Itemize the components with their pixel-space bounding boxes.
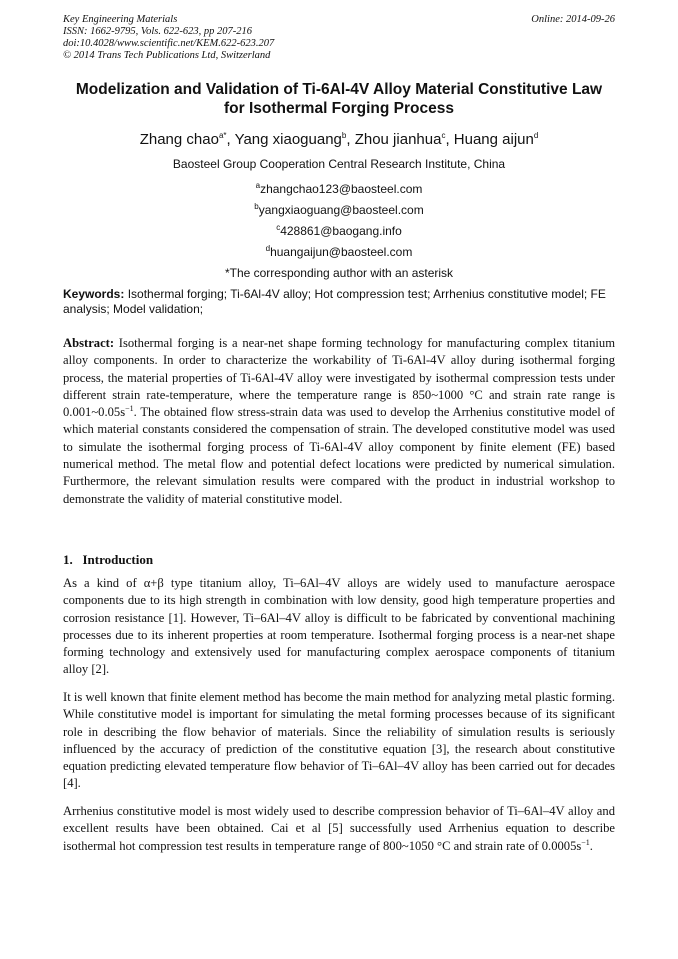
email-address: huangaijun@baosteel.com bbox=[270, 245, 413, 259]
author-sep: , bbox=[226, 131, 235, 148]
email-line bbox=[40, 200, 638, 221]
email-sup: c bbox=[276, 223, 281, 232]
author-sup: c bbox=[441, 131, 446, 140]
author-list bbox=[40, 131, 638, 149]
author-name: Yang xiaoguang bbox=[234, 131, 342, 148]
corresponding-note: *The corresponding author with an asterisk bbox=[224, 266, 454, 280]
affiliation: Baosteel Group Cooperation Central Research Institute, China bbox=[172, 157, 506, 171]
email-line bbox=[40, 179, 638, 200]
para3-sup: −1 bbox=[581, 837, 590, 847]
author-sep: , bbox=[445, 131, 454, 148]
paper-title bbox=[40, 80, 638, 118]
section-heading-introduction: 1. Introduction bbox=[63, 552, 154, 567]
title-line-2: for Isothermal Forging Process bbox=[224, 100, 454, 117]
author-name: Zhang chao bbox=[139, 131, 219, 148]
intro-paragraph-1: As a kind of α+β type titanium alloy, Ti–6Al–4V alloys are widely used to manufacture aerospace components due to its high strength in combination with low density, good high temperature properties and corrosion resistance [1]. However, Ti–6Al–4V alloy is difficult to be fabricated by conventional machining processes due to its inherent properties at room temperature. Isothermal forging process is a near-net shape forming technology and extensively used for manufacturing complex aerospace components of titanium alloy [2]. bbox=[63, 576, 615, 677]
author-sup: b bbox=[341, 131, 347, 140]
abstract bbox=[63, 335, 615, 508]
doi-line: doi:10.4028/www.scientific.net/KEM.622-623.207 bbox=[63, 38, 275, 49]
email-address: 428861@baogang.info bbox=[280, 224, 402, 238]
email-list bbox=[40, 179, 638, 284]
author-sup: d bbox=[533, 131, 539, 140]
email-sup: d bbox=[265, 244, 271, 253]
abstract-text: Isothermal forging is a near-net shape forming technology for manufacturing complex titanium alloy components. In order to characterize the workability of Ti-6Al-4V alloy during isothermal forging process, the material properties of Ti-6Al-4V alloy were investigated by isothermal compression tests under different strain rate-temperature, where the temperature range is 850~1000 °C and strain rate range is 0.001~0.05s bbox=[63, 336, 615, 420]
issn-line: ISSN: 1662-9795, Vols. 622-623, pp 207-216 bbox=[63, 26, 252, 37]
abstract-sup: −1 bbox=[125, 404, 134, 413]
email-line bbox=[40, 242, 638, 263]
title-line-1: Modelization and Validation of Ti-6Al-4V Alloy Material Constitutive Law bbox=[75, 81, 603, 98]
intro-paragraph-2: It is well known that finite element method has become the main method for analyzing metal plastic forming. While constitutive model is important for simulating the metal forming processes because of its significant role in describing the flow behavior of materials. Since the reliability of simulation results is seriously influenced by the accuracy of prediction of the constitutive equation [3], the research about constitutive equation predicting elevated temperature flow behavior of Ti–6Al–4V alloy has been carried out for decades [4]. bbox=[63, 690, 615, 791]
intro-paragraph-3 bbox=[63, 803, 615, 855]
email-address: zhangchao123@baosteel.com bbox=[260, 182, 423, 196]
abstract-text-cont: . The obtained flow stress-strain data was used to develop the Arrhenius constitutive model of which material constants considered the compensation of strain. The developed constitutive model was used to simulate the isothermal forging process of Ti-6Al-4V alloy component by finite element (FE) based numerical method. The metal flow and potential defect locations were predicted by numerical simulation. Furthermore, the relevant simulation results were compared with the product in industrial workshop to demonstrate the validity of material constitutive model. bbox=[63, 405, 615, 506]
para3-text: Arrhenius constitutive model is most widely used to describe compression behavior of Ti–6Al–4V alloy and excellent results have been obtained. Cai et al [5] successfully used Arrhenius equation to describe isothermal hot compression test results in temperature range of 800~1050 °C and strain rate of 0.0005s bbox=[63, 804, 615, 853]
para3-end: . bbox=[589, 838, 593, 853]
email-line bbox=[40, 221, 638, 242]
keywords bbox=[63, 287, 615, 317]
email-sup: b bbox=[254, 202, 259, 211]
keywords-text: Isothermal forging; Ti-6Al-4V alloy; Hot compression test; Arrhenius constitutive model; FE analysis; Model validation; bbox=[63, 287, 606, 316]
author-name: Huang aijun bbox=[453, 131, 534, 148]
online-date: Online: 2014-09-26 bbox=[531, 14, 615, 25]
keywords-label: Keywords: bbox=[63, 287, 125, 301]
author-sep: , bbox=[346, 131, 355, 148]
email-address: yangxiaoguang@baosteel.com bbox=[258, 203, 424, 217]
abstract-label: Abstract: bbox=[63, 336, 115, 350]
author-sup: a* bbox=[218, 131, 227, 140]
copyright-line: © 2014 Trans Tech Publications Ltd, Switzerland bbox=[63, 50, 271, 61]
journal-name: Key Engineering Materials bbox=[63, 14, 178, 25]
journal-header bbox=[63, 14, 615, 62]
email-sup: a bbox=[255, 181, 261, 190]
author-name: Zhou jianhua bbox=[354, 131, 442, 148]
